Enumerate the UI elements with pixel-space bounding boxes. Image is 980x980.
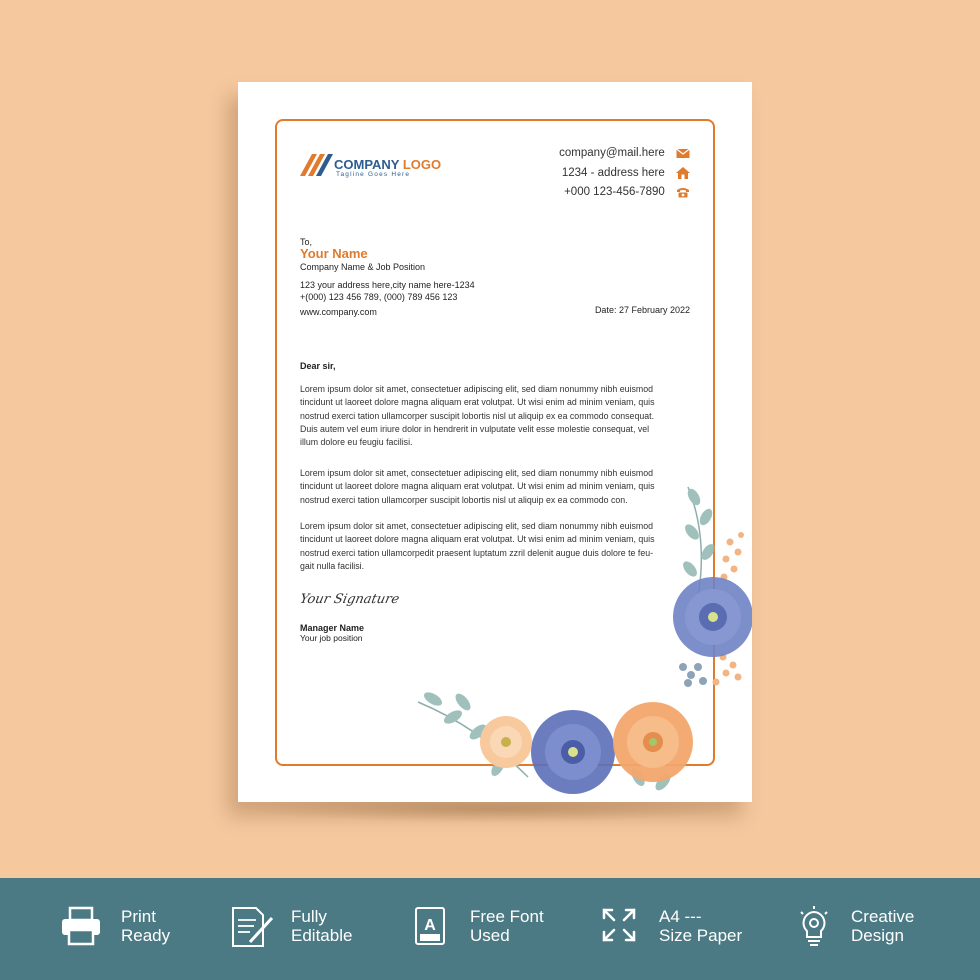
feature-creative-design (797, 878, 967, 980)
manager-name: Manager Name (300, 623, 365, 633)
paragraph-line: nostrud exerci tation ullamcorper suscipit lobortis nisl ut aliquip ex ea commodo consequat. (300, 410, 655, 421)
feature-line: Free Font (470, 907, 544, 926)
paragraph-line: Duis autem vel eum iriure dolor in hendrerit in vulputate velit esse molestie consequat, vel (300, 423, 650, 434)
font-file-icon (414, 906, 446, 946)
blue-berry-cluster (679, 663, 707, 687)
contact-email (490, 147, 690, 163)
contact-email-text: company@mail.here (559, 147, 665, 159)
svg-text:A: A (424, 917, 436, 934)
feature-label (851, 907, 914, 945)
feature-line: A4 --- (659, 907, 702, 926)
logo-title-accent: LOGO (402, 157, 442, 172)
logo-title-main: COMPANY (334, 157, 403, 172)
paragraph-line: tincidunt ut laoreet dolore magna aliquam erat volutpat. Ut wisi enim ad minim veniam, quis (300, 534, 655, 545)
recipient-address: 123 your address here,city name here-1234 (300, 280, 475, 290)
paragraph-line: Lorem ipsum dolor sit amet, consectetuer adipiscing elit, sed diam nonummy nibh euismod (300, 468, 654, 478)
home-icon (676, 167, 690, 179)
expand-arrows-icon (600, 906, 638, 944)
feature-label (470, 907, 544, 945)
printer-icon (60, 906, 102, 946)
paragraph-line: tincidunt ut laoreet dolore magna aliquam erat volutpat. Ut wisi enim ad minim veniam, quis (300, 397, 655, 408)
peach-flower-small (480, 716, 532, 768)
logo-tagline: Tagline Goes Here (336, 171, 411, 178)
feature-line: Used (470, 926, 510, 945)
feature-line: Size Paper (659, 926, 743, 945)
company-logo (300, 152, 460, 192)
blue-flower-large (673, 577, 752, 657)
feature-label (121, 907, 170, 945)
to-label: To, (300, 237, 313, 247)
contact-address-text: 1234 - address here (561, 167, 665, 179)
signature: Your Signature (298, 592, 401, 607)
greeting: Dear sir, (300, 361, 336, 371)
feature-line: Print (121, 907, 156, 926)
contact-phone (490, 186, 690, 202)
lightbulb-icon (797, 906, 831, 950)
contact-address (490, 167, 690, 183)
recipient-name: Your Name (300, 246, 368, 261)
recipient-phones: +(000) 123 456 789, (000) 789 456 123 (300, 292, 458, 302)
orange-flower-large (613, 702, 693, 782)
feature-label (659, 907, 742, 945)
logo-title (334, 157, 441, 172)
feature-free-font (414, 878, 574, 980)
feature-line: Editable (291, 926, 353, 945)
features-bar (0, 878, 980, 980)
paragraph-line: Lorem ipsum dolor sit amet, consectetuer adipiscing elit, sed diam nonummy nibh euismod (300, 384, 654, 394)
paragraph-line: illum dolore eu feugiu facilisi. (300, 437, 413, 448)
feature-print-ready (60, 878, 220, 980)
blue-flower-bottom (531, 710, 615, 794)
recipient-company: Company Name & Job Position (300, 262, 426, 272)
floral-decoration (408, 477, 752, 802)
envelope-icon (676, 147, 690, 159)
letter-date: Date: 27 February 2022 (594, 305, 690, 315)
letterhead-sheet (238, 82, 752, 802)
manager-job-position: Your job position (300, 633, 363, 643)
feature-fully-editable (230, 878, 390, 980)
paragraph-line: nostrud exerci tation ullamcorpedit praesent luptatum zzril delenit augue duis dolore te feu- (300, 547, 654, 558)
feature-a4-size (600, 878, 770, 980)
paragraph-line: nostrud exerci tation ullamcorper suscipit lobortis nisl ut aliquip ex ea commodo con. (300, 494, 628, 505)
feature-label (291, 907, 352, 945)
paragraph-line: Lorem ipsum dolor sit amet, consectetuer adipiscing elit, sed diam nonummy nibh euismod (300, 521, 654, 531)
feature-line: Ready (121, 926, 171, 945)
recipient-website: www.company.com (300, 307, 377, 317)
contact-phone-text: +000 123-456-7890 (564, 186, 665, 198)
edit-document-icon (230, 906, 276, 950)
paragraph-line: gait nulla facilisi. (300, 560, 365, 571)
phone-icon (676, 186, 690, 198)
feature-line: Creative (851, 907, 915, 926)
feature-line: Fully (291, 907, 327, 926)
paragraph-line: tincidunt ut laoreet dolore magna aliquam erat volutpat. Ut wisi enim ad minim veniam, quis (300, 481, 655, 492)
body-paragraph-1 (300, 383, 692, 449)
logo-stripes-icon (300, 152, 334, 178)
feature-line: Design (851, 926, 904, 945)
